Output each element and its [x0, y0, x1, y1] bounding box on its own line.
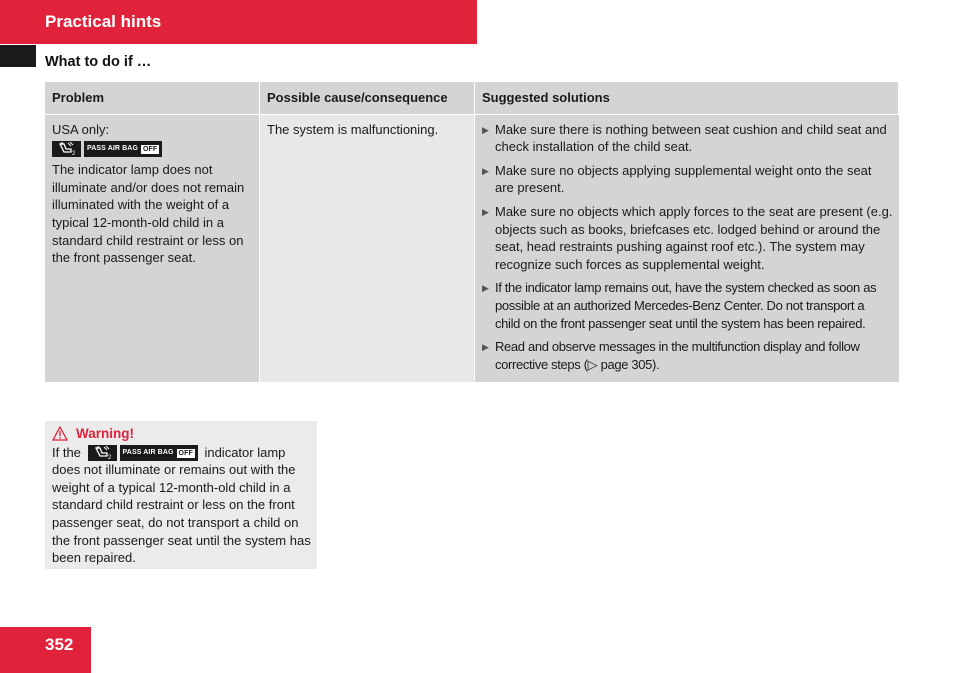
table-header-row: [45, 82, 899, 114]
solution-item: [482, 279, 893, 332]
problem-prefix: USA only:: [52, 121, 110, 137]
problem-cell: [45, 114, 260, 382]
warning-text-before: If the: [52, 444, 81, 460]
indicator-icons: [52, 141, 253, 157]
solution-text: Make sure no objects applying supplemental weight onto the seat are present.: [495, 162, 872, 196]
triangle-arrow-icon: ▶: [482, 124, 489, 135]
solutions-cell: [475, 114, 899, 382]
warning-triangle-icon: [52, 426, 68, 441]
warning-text: [52, 444, 317, 567]
troubleshooting-table: [45, 82, 899, 382]
indicator-icons-inline: [88, 445, 198, 461]
page-header-title: Practical hints: [45, 12, 162, 31]
warning-title-text: Warning!: [76, 426, 134, 441]
side-tab-marker: [0, 45, 36, 67]
solution-item: [482, 203, 893, 273]
table-row: [45, 114, 899, 382]
solution-text: If the indicator lamp remains out, have the system checked as soon as possible at an authorized Mercedes-Benz Center. Do not transport a child on the front passenger seat until the system has been repaired.: [495, 280, 877, 331]
cause-cell: [260, 114, 475, 382]
solution-item: [482, 338, 893, 373]
section-title: What to do if …: [45, 54, 152, 70]
pass-airbag-off-badge: [120, 445, 198, 461]
page-number: 352: [45, 635, 74, 654]
header-problem: Problem: [45, 82, 260, 114]
triangle-arrow-icon: ▶: [482, 165, 489, 176]
child-seat-icon: [52, 141, 81, 157]
solution-text: Read and observe messages in the multifunction display and follow corrective steps (▷ page 305).: [495, 339, 860, 372]
airbag-label: PASS AIR BAG: [122, 449, 174, 457]
warning-box: [45, 421, 317, 569]
airbag-label: PASS AIR BAG: [87, 145, 138, 153]
problem-text: The indicator lamp does not illuminate and/or does not remain illuminated with the weight of a typical 12-month-old child in a standard child restraint or less on the front passenger seat.: [52, 162, 245, 266]
svg-text:2: 2: [72, 151, 76, 158]
child-seat-icon: [88, 445, 117, 461]
header-solutions: Suggested solutions: [475, 82, 899, 114]
warning-text-after: indicator lamp does not illuminate or remains out with the weight of a typical 12-month-old child in a standard child restraint or less on the front passenger seat, do not transport a child on the front passenger seat until the system has been repaired.: [52, 444, 311, 566]
airbag-off-label: OFF: [142, 145, 158, 153]
warning-title: [52, 425, 317, 443]
header-cause: Possible cause/consequence: [260, 82, 475, 114]
airbag-off-label: OFF: [178, 449, 193, 457]
triangle-arrow-icon: ▶: [482, 206, 489, 217]
triangle-arrow-icon: ▶: [482, 342, 489, 353]
cause-text: The system is malfunctioning.: [267, 121, 439, 137]
solution-text: Make sure no objects which apply forces to the seat are present (e.g. objects such as books, briefcases etc. lodged behind or around the seat, head restraints pushing against roof etc.). The system may recognize such forces as supplemental weight.: [495, 203, 893, 272]
solution-item: [482, 162, 893, 197]
pass-airbag-off-badge: [84, 141, 162, 157]
solution-item: [482, 121, 893, 156]
triangle-arrow-icon: ▶: [482, 283, 489, 294]
svg-text:2: 2: [107, 455, 111, 462]
solution-text: Make sure there is nothing between seat cushion and child seat and check installation of the child seat.: [495, 121, 887, 155]
